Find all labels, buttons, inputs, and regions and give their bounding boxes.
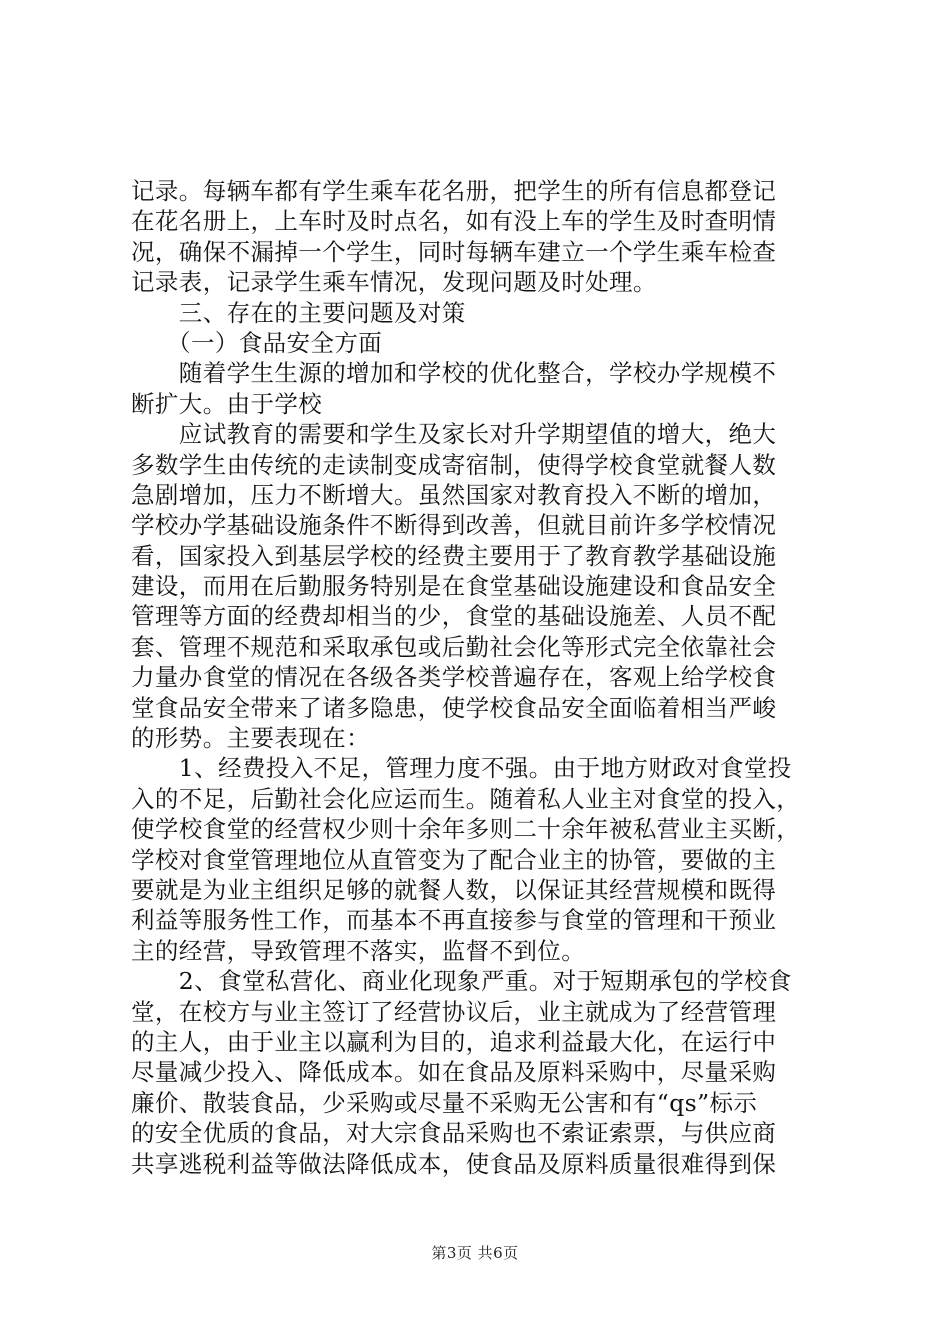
text-line: 记录表，记录学生乘车情况，发现问题及时处理。 [131, 268, 657, 297]
text-line: 记录。每辆车都有学生乘车花名册，把学生的所有信息都登记 [131, 177, 777, 205]
text-line: 的安全优质的食品，对大宗食品采购也不索证索票，与供应商 [131, 1119, 777, 1148]
text-line: 尽量减少投入、降低成本。如在食品及原料采购中，尽量采购 [131, 1058, 777, 1087]
text-line: 随着学生生源的增加和学校的优化整合，学校办学规模不 [131, 359, 777, 388]
text-line: 学校办学基础设施条件不断得到改善，但就目前许多学校情况 [131, 511, 777, 540]
page-footer: 第3页 共6页 [431, 1244, 519, 1262]
text-line: 入的不足，后勤社会化应运而生。随着私人业主对食堂的投入， [131, 784, 801, 813]
text-line: 使学校食堂的经营权少则十余年多则二十余年被私营业主买断， [131, 815, 801, 844]
text-line: 要就是为业主组织足够的就餐人数，以保证其经营规模和既得 [131, 875, 777, 904]
text-line: 建设，而用在后勤服务特别是在食堂基础设施建设和食品安全 [131, 572, 777, 601]
document-body [131, 176, 831, 1179]
text-line: 1、经费投入不足，管理力度不强。由于地方财政对食堂投 [131, 754, 792, 783]
text-line: 主的经营，导致管理不落实，监督不到位。 [131, 936, 586, 965]
text-line: 套、管理不规范和采取承包或后勤社会化等形式完全依靠社会 [131, 632, 777, 661]
text-line: 三、存在的主要问题及对策 [131, 298, 466, 327]
text-line: 在花名册上，上车时及时点名，如有没上车的学生及时查明情 [131, 207, 777, 236]
text-line: 堂食品安全带来了诸多隐患，使学校食品安全面临着相当严峻 [131, 693, 777, 722]
text-line: （一）食品安全方面 [131, 328, 383, 357]
text-line: 的主人，由于业主以赢利为目的，追求利益最大化，在运行中 [131, 1027, 777, 1056]
text-line: 学校对食堂管理地位从直管变为了配合业主的协管，要做的主 [131, 845, 777, 874]
text-line: 2、食堂私营化、商业化现象严重。对于短期承包的学校食 [131, 967, 792, 996]
text-line: 共享逃税利益等做法降低成本，使食品及原料质量很难得到保 [131, 1149, 777, 1178]
text-line: 断扩大。由于学校 [131, 389, 323, 418]
text-line: 堂，在校方与业主签订了经营协议后，业主就成为了经营管理 [131, 997, 777, 1026]
text-line: 利益等服务性工作，而基本不再直接参与食堂的管理和干预业 [131, 906, 777, 935]
text-line: 看，国家投入到基层学校的经费主要用于了教育教学基础设施 [131, 541, 777, 570]
text-line: 急剧增加，压力不断增大。虽然国家对教育投入不断的增加， [131, 480, 777, 509]
text-line: 况，确保不漏掉一个学生，同时每辆车建立一个学生乘车检查 [131, 237, 777, 266]
text-line: 的形势。主要表现在： [131, 724, 370, 753]
text-line: 应试教育的需要和学生及家长对升学期望值的增大，绝大 [131, 420, 777, 449]
text-line: 廉价、散装食品，少采购或尽量不采购无公害和有“qs”标示 [131, 1088, 758, 1117]
text-line: 力量办食堂的情况在各级各类学校普遍存在，客观上给学校食 [131, 663, 777, 692]
text-line: 管理等方面的经费却相当的少，食堂的基础设施差、人员不配 [131, 602, 777, 631]
text-line: 多数学生由传统的走读制变成寄宿制，使得学校食堂就餐人数 [131, 450, 777, 479]
